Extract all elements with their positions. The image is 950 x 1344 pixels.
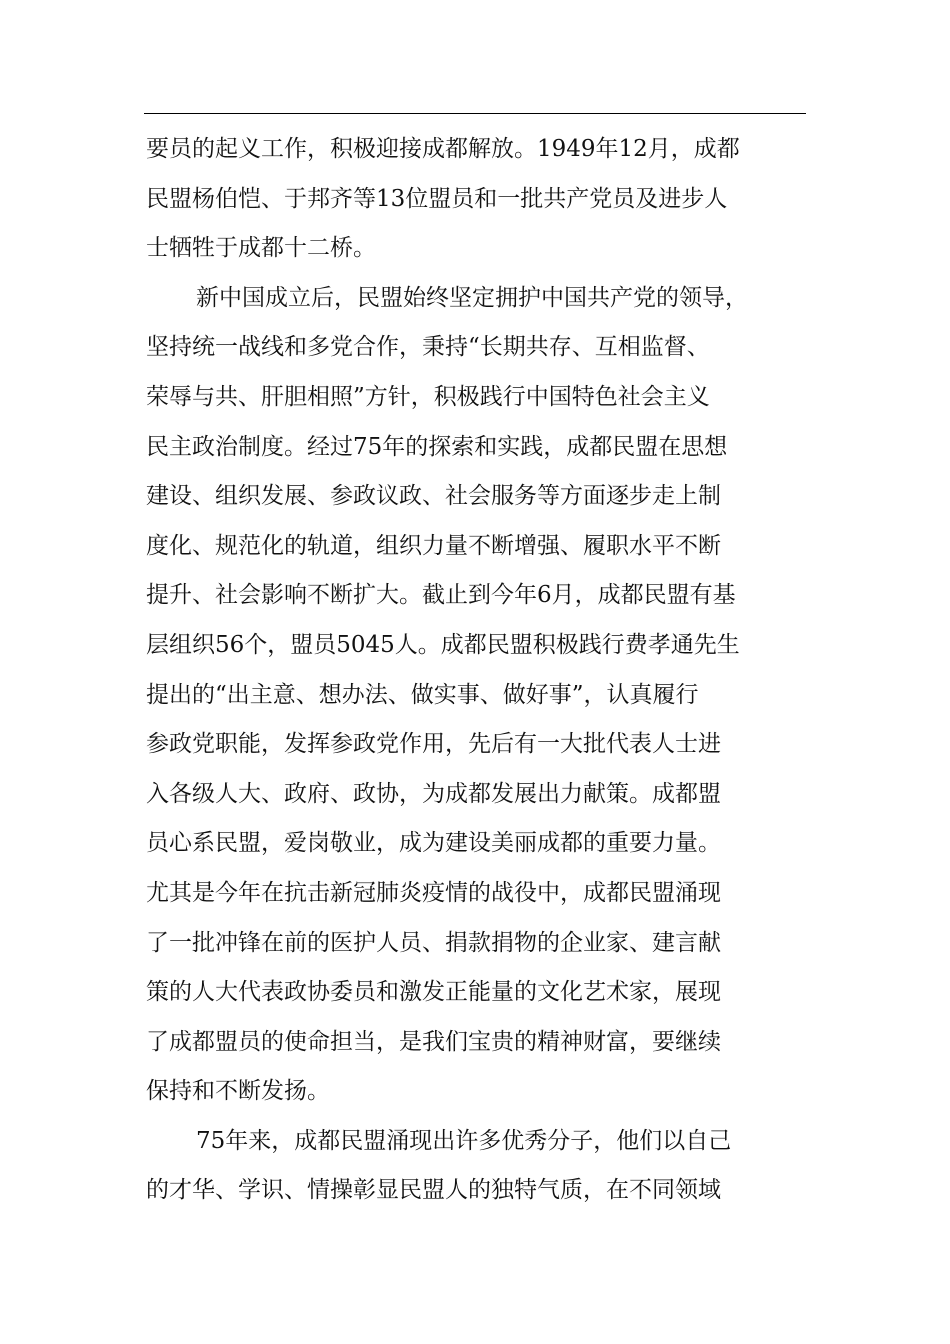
text-line: 民主政治制度。经过75年的探索和实践，成都民盟在思想 <box>146 433 728 460</box>
text-line: 度化、规范化的轨道，组织力量不断增强、履职水平不断 <box>146 532 721 559</box>
text-line: 策的人大代表政协委员和激发正能量的文化艺术家，展现 <box>146 979 721 1006</box>
header-rule <box>144 113 806 114</box>
text-line: 的才华、学识、情操彰显民盟人的独特气质，在不同领域 <box>146 1177 721 1204</box>
text-line: 入各级人大、政府、政协，为成都发展出力献策。成都盟 <box>146 780 721 807</box>
paragraph-start-line: 新中国成立后，民盟始终坚定拥护中国共产党的领导， <box>196 284 748 311</box>
text-line: 建设、组织发展、参政议政、社会服务等方面逐步走上制 <box>146 483 721 510</box>
text-line: 民盟杨伯恺、于邦齐等13位盟员和一批共产党员及进步人 <box>146 185 728 212</box>
text-line: 提升、社会影响不断扩大。截止到今年6月，成都民盟有基 <box>146 582 736 609</box>
text-line: 士牺牲于成都十二桥。 <box>146 235 376 262</box>
text-line: 坚持统一战线和多党合作，秉持“长期共存、互相监督、 <box>146 334 710 361</box>
text-line: 保持和不断发扬。 <box>146 1078 330 1105</box>
body-text <box>146 125 826 1216</box>
text-line: 参政党职能，发挥参政党作用，先后有一大批代表人士进 <box>146 731 721 758</box>
text-line: 提出的“出主意、想办法、做实事、做好事”，认真履行 <box>146 681 699 708</box>
text-line: 尤其是今年在抗击新冠肺炎疫情的战役中，成都民盟涌现 <box>146 879 721 906</box>
text-line: 了一批冲锋在前的医护人员、捐款捐物的企业家、建言献 <box>146 929 721 956</box>
text-line: 层组织56个，盟员5045人。成都民盟积极践行费孝通先生 <box>146 631 740 658</box>
text-line: 员心系民盟，爱岗敬业，成为建设美丽成都的重要力量。 <box>146 830 721 857</box>
text-line: 荣辱与共、肝胆相照”方针，积极践行中国特色社会主义 <box>146 383 710 410</box>
paragraph-start-line: 75年来，成都民盟涌现出许多优秀分子，他们以自己 <box>196 1127 732 1154</box>
text-line: 了成都盟员的使命担当，是我们宝贵的精神财富，要继续 <box>146 1028 721 1055</box>
text-line: 要员的起义工作，积极迎接成都解放。1949年12月，成都 <box>146 136 740 162</box>
